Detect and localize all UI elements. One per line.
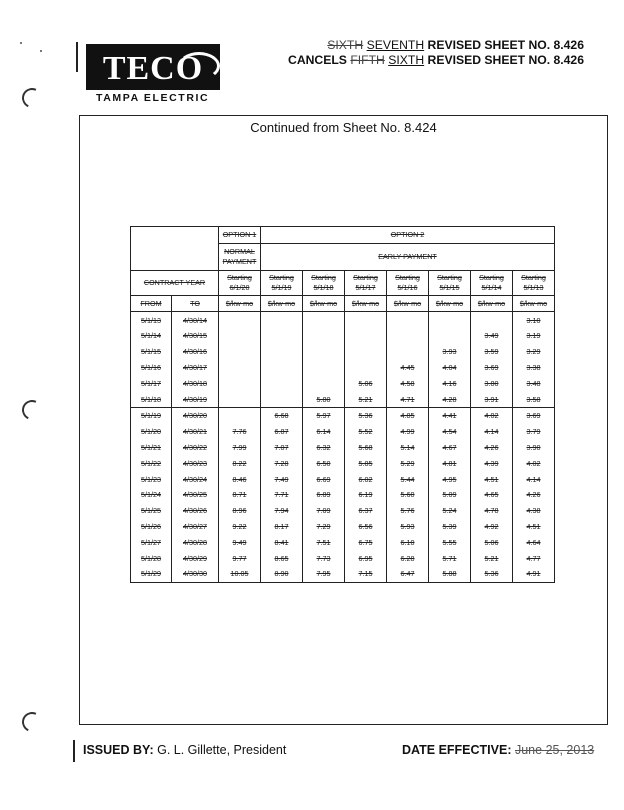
rate-cell: 4.78	[471, 503, 513, 519]
to-header: TO	[172, 295, 219, 312]
rate-cell: 5.21	[471, 550, 513, 566]
rate-cell: 4.26	[471, 440, 513, 456]
rate-cell: 4.54	[429, 424, 471, 440]
rate-cell: 9.22	[219, 519, 261, 535]
rate-cell: 6.10	[387, 534, 429, 550]
rate-cell: 7.28	[261, 455, 303, 471]
starting-label: Starting	[269, 272, 294, 282]
to-date-cell: 4/30/23	[172, 455, 219, 471]
rate-cell: 5.85	[345, 455, 387, 471]
rate-cell: 5.21	[345, 391, 387, 407]
table-row	[131, 440, 555, 456]
margin-bar	[73, 740, 75, 762]
rate-cell: 7.73	[303, 550, 345, 566]
to-date-cell: 4/30/22	[172, 440, 219, 456]
rate-cell: 4.77	[513, 550, 555, 566]
rate-cell	[303, 344, 345, 360]
company-name: TAMPA ELECTRIC	[96, 92, 210, 104]
starting-date: 5/1/18	[313, 282, 334, 292]
date-effective-value: June 25, 2013	[514, 743, 595, 757]
rate-cell: 5.39	[429, 519, 471, 535]
starting-label: Starting	[311, 272, 336, 282]
rate-cell: 5.44	[387, 471, 429, 487]
rate-cell: 4.39	[471, 455, 513, 471]
rate-cell: 7.95	[303, 566, 345, 582]
from-date-cell: 5/1/24	[131, 487, 172, 503]
rate-cell: 6.87	[261, 424, 303, 440]
early-payment-header: EARLY PAYMENT	[261, 243, 555, 270]
rate-cell	[261, 375, 303, 391]
rate-cell: 7.76	[219, 424, 261, 440]
starting-label: Starting	[227, 272, 252, 282]
rate-cell: 5.55	[429, 534, 471, 550]
from-date-cell: 5/1/26	[131, 519, 172, 535]
table-row	[131, 566, 555, 582]
rate-cell: 6.32	[303, 440, 345, 456]
logo-text: TECO	[102, 50, 204, 87]
rate-cell: 5.36	[345, 407, 387, 423]
rate-cell: 4.85	[387, 407, 429, 423]
to-date-cell: 4/30/17	[172, 360, 219, 376]
rate-cell: 6.47	[387, 566, 429, 582]
cancelled-sheet-number: REVISED SHEET NO. 8.426	[427, 53, 584, 67]
scan-speck	[40, 50, 42, 52]
from-date-cell: 5/1/15	[131, 344, 172, 360]
starting-label: Starting	[479, 272, 504, 282]
to-date-cell: 4/30/26	[172, 503, 219, 519]
starting-date-header	[261, 270, 303, 295]
to-date-cell: 4/30/15	[172, 328, 219, 344]
to-date-cell: 4/30/29	[172, 550, 219, 566]
rate-cell: 4.81	[429, 455, 471, 471]
rate-cell	[387, 344, 429, 360]
to-date-cell: 4/30/24	[172, 471, 219, 487]
rate-cell	[303, 375, 345, 391]
rate-cell: 4.04	[429, 360, 471, 376]
rate-cell: 4.14	[471, 424, 513, 440]
rate-cell: 4.14	[513, 471, 555, 487]
table-row	[131, 424, 555, 440]
starting-date: 5/1/16	[397, 282, 418, 292]
from-date-cell: 5/1/28	[131, 550, 172, 566]
option2-header: OPTION 2	[261, 227, 555, 244]
sheet-number-line	[327, 38, 584, 52]
rate-cell: 4.45	[387, 360, 429, 376]
rate-cell: 4.16	[429, 375, 471, 391]
from-date-cell: 5/1/14	[131, 328, 172, 344]
rate-cell: 8.22	[219, 455, 261, 471]
rate-cell	[219, 328, 261, 344]
rate-cell: 3.10	[513, 312, 555, 328]
from-date-cell: 5/1/29	[131, 566, 172, 582]
unit-header: $/kw-mo	[513, 295, 555, 312]
to-date-cell: 4/30/20	[172, 407, 219, 423]
rate-cell: 7.07	[261, 440, 303, 456]
rate-cell: 6.75	[345, 534, 387, 550]
rate-cell: 3.59	[471, 344, 513, 360]
from-date-cell: 5/1/21	[131, 440, 172, 456]
payment-table	[130, 226, 555, 583]
rate-cell	[303, 312, 345, 328]
rate-cell: 7.49	[261, 471, 303, 487]
rate-cell: 10.05	[219, 566, 261, 582]
rate-cell: 4.67	[429, 440, 471, 456]
rate-cell: 4.02	[513, 455, 555, 471]
from-date-cell: 5/1/18	[131, 391, 172, 407]
rate-cell	[345, 344, 387, 360]
rate-cell	[471, 312, 513, 328]
from-header: FROM	[131, 295, 172, 312]
rate-cell	[261, 328, 303, 344]
starting-date: 5/1/17	[355, 282, 376, 292]
from-date-cell: 5/1/13	[131, 312, 172, 328]
rate-cell: 7.94	[261, 503, 303, 519]
rate-cell: 3.79	[513, 424, 555, 440]
inserted-word: SEVENTH	[366, 38, 425, 52]
starting-label: Starting	[437, 272, 462, 282]
rate-cell: 5.09	[429, 487, 471, 503]
rate-cell: 3.58	[513, 391, 555, 407]
deleted-word: FIFTH	[350, 53, 385, 67]
punch-hole-mark	[19, 709, 45, 735]
from-date-cell: 5/1/19	[131, 407, 172, 423]
rate-cell: 8.46	[219, 471, 261, 487]
to-date-cell: 4/30/27	[172, 519, 219, 535]
rate-cell: 4.65	[471, 487, 513, 503]
starting-date-header	[219, 270, 261, 295]
rate-cell: 5.76	[387, 503, 429, 519]
rate-cell: 4.99	[387, 424, 429, 440]
rate-cell	[345, 360, 387, 376]
rate-cell: 6.56	[345, 519, 387, 535]
rate-cell	[219, 360, 261, 376]
rate-cell	[261, 391, 303, 407]
rate-cell: 5.36	[471, 566, 513, 582]
rate-cell: 5.68	[345, 440, 387, 456]
rate-cell	[219, 344, 261, 360]
starting-date-header	[387, 270, 429, 295]
to-date-cell: 4/30/18	[172, 375, 219, 391]
continued-note: Continued from Sheet No. 8.424	[250, 120, 437, 135]
rate-cell: 4.02	[471, 407, 513, 423]
rate-cell: 5.71	[429, 550, 471, 566]
rate-cell	[261, 360, 303, 376]
rate-cell: 3.29	[513, 344, 555, 360]
rate-cell: 4.51	[513, 519, 555, 535]
rate-cell: 3.90	[513, 440, 555, 456]
table-row	[131, 503, 555, 519]
from-date-cell: 5/1/22	[131, 455, 172, 471]
date-effective	[402, 743, 594, 757]
to-date-cell: 4/30/14	[172, 312, 219, 328]
rate-cell: 9.77	[219, 550, 261, 566]
margin-bar	[76, 42, 78, 72]
from-date-cell: 5/1/17	[131, 375, 172, 391]
rate-cell: 8.65	[261, 550, 303, 566]
unit-header: $/kw-mo	[303, 295, 345, 312]
from-date-cell: 5/1/20	[131, 424, 172, 440]
to-date-cell: 4/30/28	[172, 534, 219, 550]
rate-cell: 8.71	[219, 487, 261, 503]
scan-speck	[20, 42, 22, 44]
rate-cell: 7.51	[303, 534, 345, 550]
unit-header: $/kw-mo	[261, 295, 303, 312]
rate-cell: 6.37	[345, 503, 387, 519]
date-effective-label: DATE EFFECTIVE:	[402, 743, 512, 757]
rate-cell	[429, 328, 471, 344]
rate-cell: 6.95	[345, 550, 387, 566]
rate-cell: 4.71	[387, 391, 429, 407]
rate-cell: 8.41	[261, 534, 303, 550]
rate-cell: 6.14	[303, 424, 345, 440]
to-date-cell: 4/30/30	[172, 566, 219, 582]
rate-cell: 4.95	[429, 471, 471, 487]
logo-swoosh-icon	[178, 52, 220, 80]
table-row	[131, 391, 555, 407]
rate-cell	[345, 328, 387, 344]
rate-cell: 4.38	[513, 503, 555, 519]
rate-cell	[261, 312, 303, 328]
cancels-line	[288, 53, 584, 67]
unit-header: $/kw-mo	[471, 295, 513, 312]
starting-label: Starting	[353, 272, 378, 282]
rate-cell: 5.14	[387, 440, 429, 456]
punch-hole-mark	[19, 397, 45, 423]
rate-cell	[303, 360, 345, 376]
starting-date-header	[429, 270, 471, 295]
rate-cell	[387, 312, 429, 328]
rate-cell: 5.06	[471, 534, 513, 550]
rate-cell	[219, 375, 261, 391]
to-date-cell: 4/30/19	[172, 391, 219, 407]
sheet-number: REVISED SHEET NO. 8.426	[427, 38, 584, 52]
from-date-cell: 5/1/23	[131, 471, 172, 487]
table-row	[131, 550, 555, 566]
tariff-sheet-body	[79, 115, 608, 725]
unit-header: $/kw-mo	[387, 295, 429, 312]
to-date-cell: 4/30/21	[172, 424, 219, 440]
issued-by-name: G. L. Gillette, President	[157, 743, 287, 757]
to-date-cell: 4/30/25	[172, 487, 219, 503]
from-date-cell: 5/1/25	[131, 503, 172, 519]
table-row	[131, 312, 555, 328]
rate-cell	[387, 328, 429, 344]
rate-cell: 6.68	[261, 407, 303, 423]
rate-cell: 4.58	[387, 375, 429, 391]
from-date-cell: 5/1/27	[131, 534, 172, 550]
rate-cell: 3.93	[429, 344, 471, 360]
company-logo	[86, 44, 220, 90]
rate-cell	[345, 312, 387, 328]
starting-label: Starting	[521, 272, 546, 282]
rate-cell: 5.97	[303, 407, 345, 423]
rate-cell	[219, 407, 261, 423]
table-row	[131, 375, 555, 391]
issued-by	[83, 743, 286, 757]
rate-cell: 6.19	[345, 487, 387, 503]
rate-cell: 7.09	[303, 503, 345, 519]
rate-cell: 4.28	[429, 391, 471, 407]
punch-hole-mark	[19, 85, 45, 111]
rate-cell: 5.80	[303, 391, 345, 407]
starting-date: 6/1/20	[229, 282, 250, 292]
starting-date: 5/1/19	[271, 282, 292, 292]
rate-cell	[219, 312, 261, 328]
table-row	[131, 534, 555, 550]
table-row	[131, 360, 555, 376]
rate-cell	[219, 391, 261, 407]
blank-corner-cell	[131, 227, 219, 271]
cancels-label: CANCELS	[288, 53, 347, 67]
rate-cell: 4.51	[471, 471, 513, 487]
starting-date: 5/1/14	[481, 282, 502, 292]
starting-date: 5/1/15	[439, 282, 460, 292]
issued-by-label: ISSUED BY:	[83, 743, 154, 757]
table-row	[131, 328, 555, 344]
rate-cell: 7.29	[303, 519, 345, 535]
rate-cell: 9.49	[219, 534, 261, 550]
inserted-word: SIXTH	[388, 53, 425, 67]
rate-cell: 3.38	[513, 360, 555, 376]
table-row	[131, 487, 555, 503]
rate-cell: 3.48	[513, 375, 555, 391]
starting-date-header	[513, 270, 555, 295]
unit-header: $/kw-mo	[345, 295, 387, 312]
table-row	[131, 407, 555, 423]
starting-date-header	[471, 270, 513, 295]
contract-year-header: CONTRACT YEAR	[131, 270, 219, 295]
rate-cell: 4.64	[513, 534, 555, 550]
table-row	[131, 455, 555, 471]
rate-cell: 5.93	[387, 519, 429, 535]
rate-cell: 6.02	[345, 471, 387, 487]
from-date-cell: 5/1/16	[131, 360, 172, 376]
normal-payment-header: NORMAL PAYMENT	[219, 243, 261, 270]
rate-cell: 5.60	[387, 487, 429, 503]
rate-cell	[261, 344, 303, 360]
to-date-cell: 4/30/16	[172, 344, 219, 360]
rate-cell: 8.96	[219, 503, 261, 519]
rate-cell: 4.26	[513, 487, 555, 503]
rate-cell: 6.69	[303, 471, 345, 487]
rate-cell: 6.28	[387, 550, 429, 566]
rate-cell: 3.69	[513, 407, 555, 423]
rate-cell	[303, 328, 345, 344]
rate-cell: 5.24	[429, 503, 471, 519]
rate-cell: 4.41	[429, 407, 471, 423]
rate-cell: 3.19	[513, 328, 555, 344]
rate-cell: 5.06	[345, 375, 387, 391]
starting-date-header	[345, 270, 387, 295]
rate-cell: 7.15	[345, 566, 387, 582]
rate-cell	[429, 312, 471, 328]
starting-date-header	[303, 270, 345, 295]
unit-header: $/kw-mo	[429, 295, 471, 312]
rate-cell: 8.17	[261, 519, 303, 535]
table-row	[131, 471, 555, 487]
rate-cell: 3.80	[471, 375, 513, 391]
deleted-word: SIXTH	[327, 38, 364, 52]
starting-date: 5/1/13	[523, 282, 544, 292]
rate-cell: 3.49	[471, 328, 513, 344]
starting-label: Starting	[395, 272, 420, 282]
unit-header: $/kw-mo	[219, 295, 261, 312]
rate-cell: 3.91	[471, 391, 513, 407]
rate-cell: 7.99	[219, 440, 261, 456]
rate-cell: 5.29	[387, 455, 429, 471]
rate-cell: 6.50	[303, 455, 345, 471]
rate-cell: 8.90	[261, 566, 303, 582]
rate-cell: 6.89	[303, 487, 345, 503]
table-row	[131, 519, 555, 535]
rate-cell: 7.71	[261, 487, 303, 503]
rate-cell: 4.92	[471, 519, 513, 535]
rate-cell: 5.88	[429, 566, 471, 582]
rate-cell: 3.69	[471, 360, 513, 376]
table-row	[131, 344, 555, 360]
rate-cell: 5.52	[345, 424, 387, 440]
rate-cell: 4.91	[513, 566, 555, 582]
option1-header: OPTION 1	[219, 227, 261, 244]
